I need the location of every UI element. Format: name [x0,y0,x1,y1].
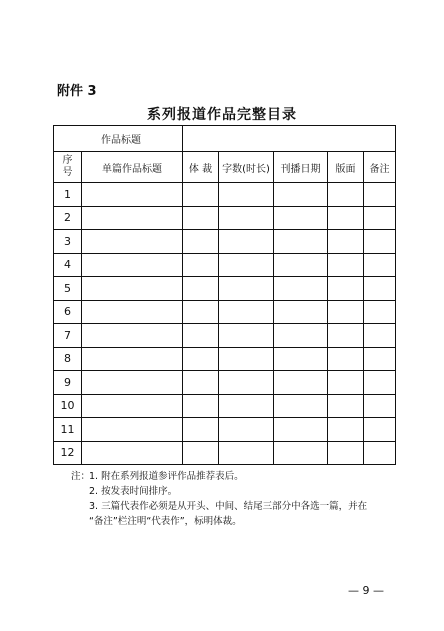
header-publish-date: 刊播日期 [274,152,328,183]
row-number: 8 [54,347,82,371]
cell-remarks[interactable] [364,206,396,230]
document-title: 系列报道作品完整目录 [147,107,297,123]
cell-words[interactable] [219,277,274,301]
header-single-title: 单篇作品标题 [82,152,183,183]
cell-title[interactable] [82,347,183,371]
table-row [54,371,396,395]
cell-remarks[interactable] [364,394,396,418]
cell-layout[interactable] [328,394,364,418]
table-row [54,324,396,348]
cell-layout[interactable] [328,418,364,442]
table-row [54,277,396,301]
cell-remarks[interactable] [364,371,396,395]
row-number: 5 [54,277,82,301]
cell-words[interactable] [219,347,274,371]
cell-genre[interactable] [183,183,219,207]
cell-layout[interactable] [328,183,364,207]
table-row [54,230,396,254]
cell-title[interactable] [82,300,183,324]
cell-layout[interactable] [328,324,364,348]
table-header-row [54,152,396,183]
cell-words[interactable] [219,371,274,395]
cell-remarks[interactable] [364,324,396,348]
cell-genre[interactable] [183,371,219,395]
cell-layout[interactable] [328,230,364,254]
note-continuation: “备注”栏注明“代表作”，标明体裁。 [89,516,242,527]
header-seq-line2: 号 [62,167,73,178]
row-number: 7 [54,324,82,348]
cell-genre[interactable] [183,394,219,418]
row-number: 2 [54,206,82,230]
table-row [54,418,396,442]
cell-remarks[interactable] [364,347,396,371]
cell-title[interactable] [82,418,183,442]
table-row [54,253,396,277]
row-number: 10 [54,394,82,418]
note-item: 2. 按发表时间排序。 [89,486,178,497]
cell-title[interactable] [82,371,183,395]
cell-layout[interactable] [328,206,364,230]
row-number: 9 [54,371,82,395]
row-number: 4 [54,253,82,277]
row-number: 12 [54,441,82,465]
cell-date[interactable] [274,394,328,418]
cell-genre[interactable] [183,418,219,442]
work-title-field[interactable] [183,126,396,152]
cell-layout[interactable] [328,277,364,301]
cell-genre[interactable] [183,230,219,254]
cell-layout[interactable] [328,253,364,277]
cell-words[interactable] [219,418,274,442]
cell-layout[interactable] [328,371,364,395]
cell-layout[interactable] [328,300,364,324]
cell-date[interactable] [274,230,328,254]
cell-genre[interactable] [183,441,219,465]
cell-date[interactable] [274,347,328,371]
note-item: 1. 附在系列报道参评作品推荐表后。 [89,471,244,482]
cell-remarks[interactable] [364,230,396,254]
header-genre: 体 裁 [183,152,219,183]
cell-genre[interactable] [183,277,219,301]
table-row [54,183,396,207]
cell-title[interactable] [82,324,183,348]
cell-genre[interactable] [183,347,219,371]
cell-layout[interactable] [328,347,364,371]
header-remarks: 备注 [364,152,396,183]
header-seq [54,152,82,183]
table-row [54,347,396,371]
cell-title[interactable] [82,183,183,207]
cell-words[interactable] [219,394,274,418]
cell-title[interactable] [82,441,183,465]
row-number: 11 [54,418,82,442]
cell-remarks[interactable] [364,300,396,324]
table-row [54,394,396,418]
cell-genre[interactable] [183,253,219,277]
works-table [53,125,396,465]
table-row [54,441,396,465]
cell-words[interactable] [219,230,274,254]
notes [71,469,367,529]
cell-remarks[interactable] [364,277,396,301]
cell-words[interactable] [219,183,274,207]
table-row [54,300,396,324]
work-title-row [54,126,396,152]
cell-words[interactable] [219,253,274,277]
cell-genre[interactable] [183,300,219,324]
cell-remarks[interactable] [364,418,396,442]
row-number: 3 [54,230,82,254]
cell-words[interactable] [219,441,274,465]
table-row [54,206,396,230]
cell-words[interactable] [219,324,274,348]
page-number: — 9 — [348,584,384,597]
cell-layout[interactable] [328,441,364,465]
cell-date[interactable] [274,441,328,465]
header-word-count: 字数(时长) [219,152,274,183]
cell-date[interactable] [274,277,328,301]
row-number: 6 [54,300,82,324]
cell-genre[interactable] [183,206,219,230]
cell-date[interactable] [274,253,328,277]
cell-title[interactable] [82,277,183,301]
cell-date[interactable] [274,206,328,230]
header-seq-line1: 序 [62,155,73,166]
cell-date[interactable] [274,324,328,348]
note-item: 3. 三篇代表作必须是从开头、中间、结尾三部分中各选一篇，并在 [89,501,368,512]
row-number: 1 [54,183,82,207]
cell-genre[interactable] [183,324,219,348]
header-layout: 版面 [328,152,364,183]
attachment-label: 附件 3 [57,84,97,99]
cell-title[interactable] [82,253,183,277]
cell-remarks[interactable] [364,441,396,465]
work-title-label: 作品标题 [54,126,183,152]
cell-title[interactable] [82,394,183,418]
cell-date[interactable] [274,371,328,395]
cell-title[interactable] [82,230,183,254]
notes-prefix: 注： [71,471,91,482]
cell-words[interactable] [219,300,274,324]
cell-date[interactable] [274,183,328,207]
cell-remarks[interactable] [364,253,396,277]
cell-title[interactable] [82,206,183,230]
note-line [71,469,367,484]
cell-words[interactable] [219,206,274,230]
cell-remarks[interactable] [364,183,396,207]
cell-date[interactable] [274,418,328,442]
cell-date[interactable] [274,300,328,324]
